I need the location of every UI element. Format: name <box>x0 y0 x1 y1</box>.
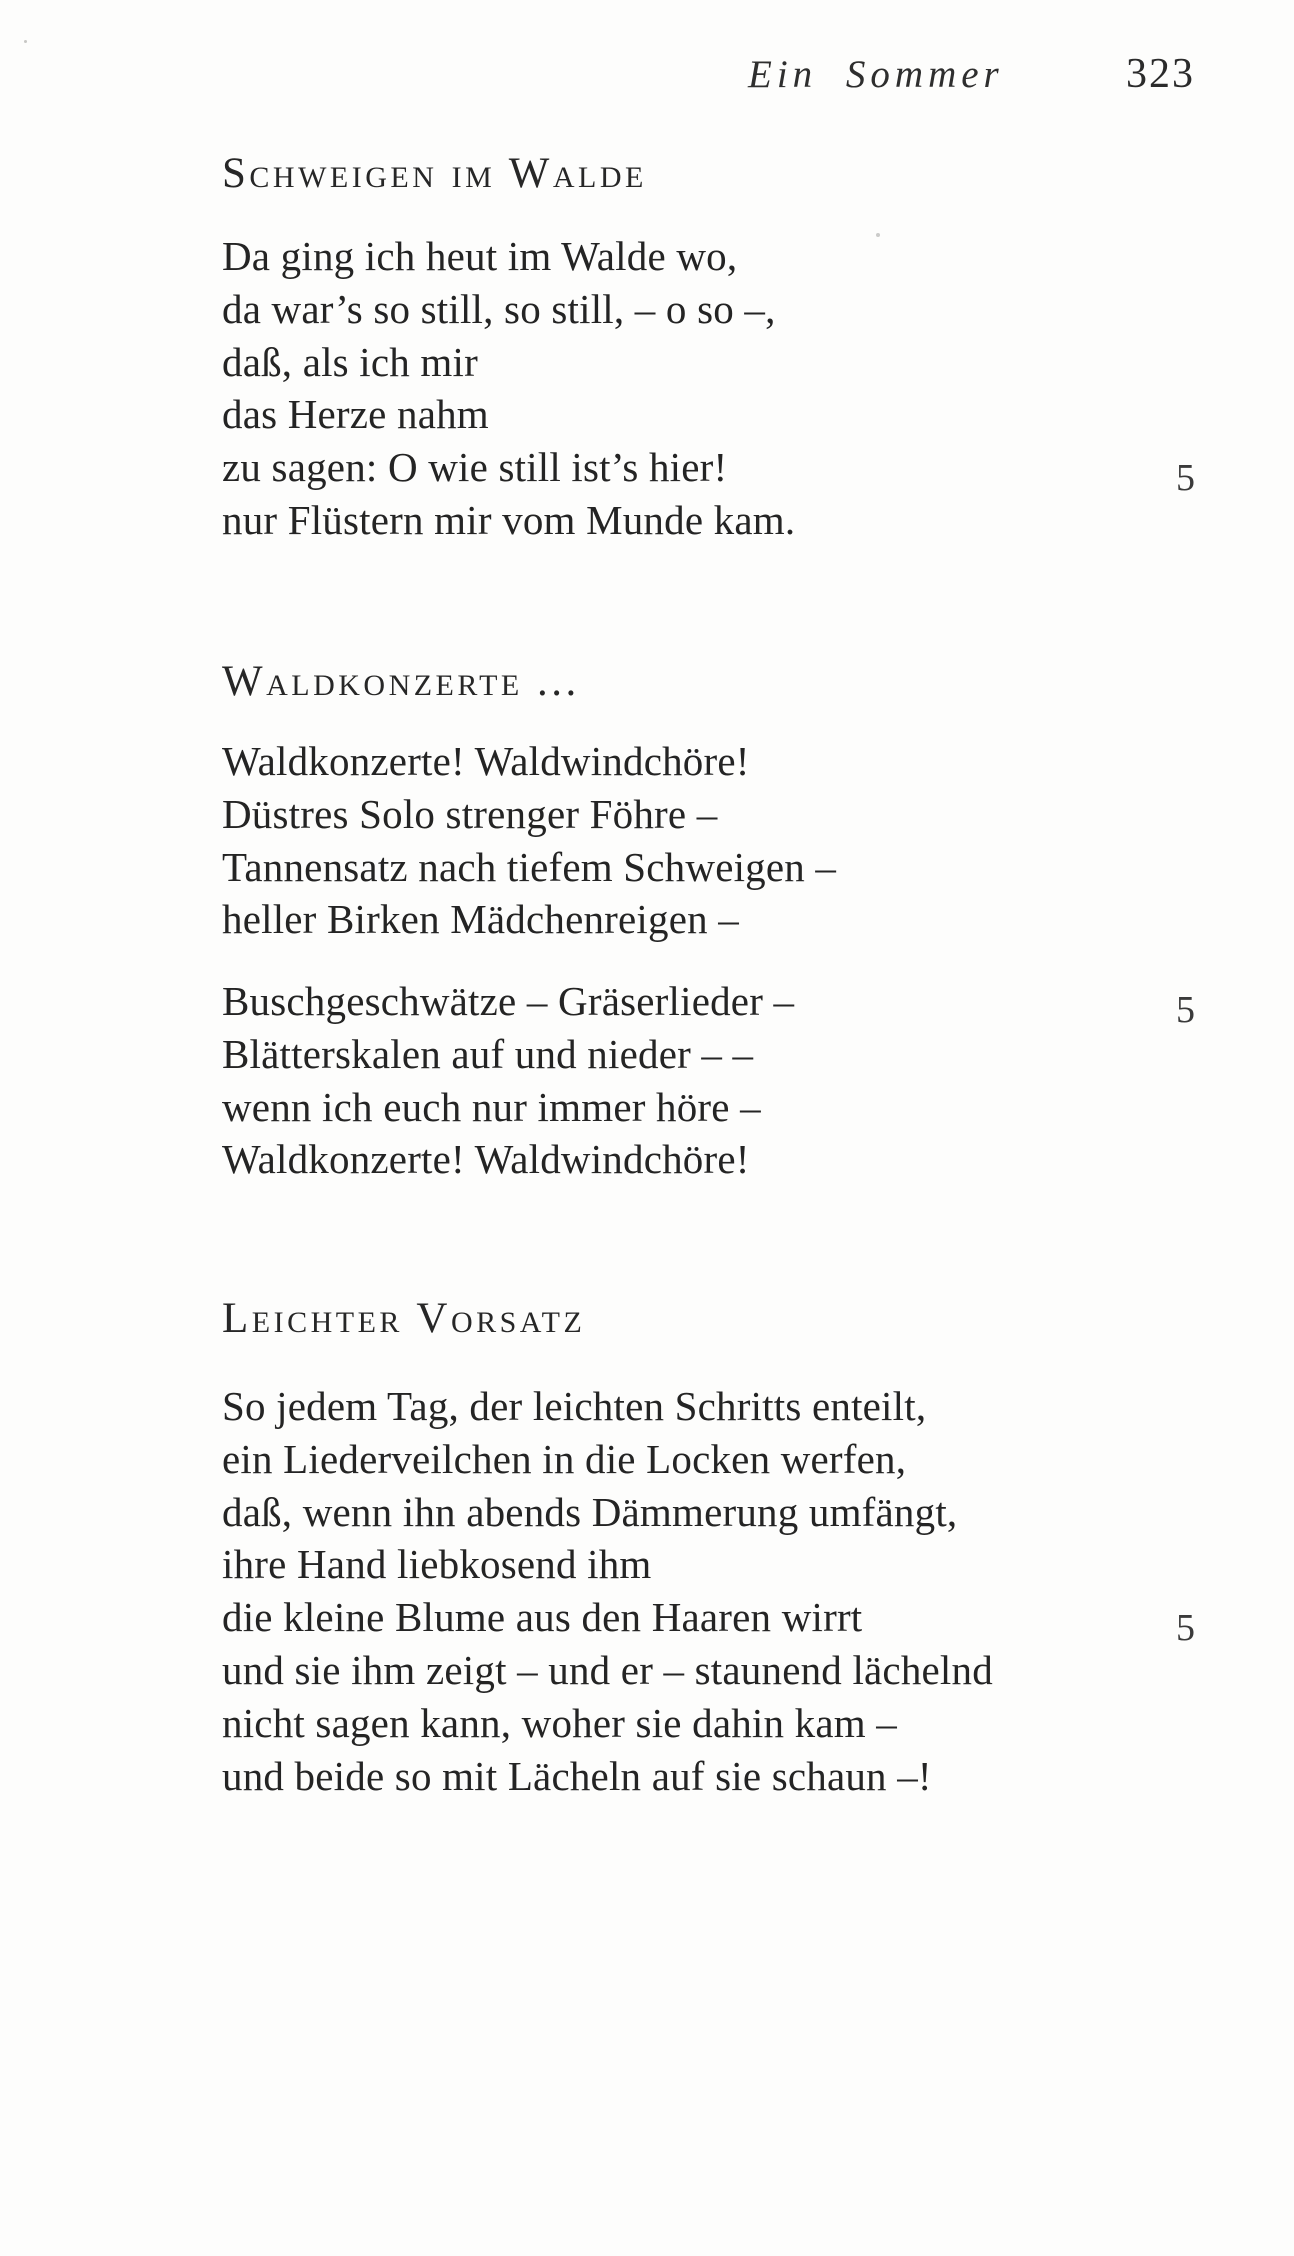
verse-line: nicht sagen kann, woher sie dahin kam – <box>222 1699 898 1746</box>
scan-speck <box>876 233 880 237</box>
verse-line: heller Birken Mädchenreigen – <box>222 896 739 943</box>
verse-line: So jedem Tag, der leichten Schritts enteilt, <box>222 1383 927 1429</box>
poem-title-leichter-vorsatz: Leichter Vorsatz <box>222 1295 586 1342</box>
verse-line: Blätterskalen auf und nieder – – <box>222 1030 754 1077</box>
page-number: 323 <box>1126 51 1195 97</box>
verse-line: die kleine Blume aus den Haaren wirrt <box>222 1594 863 1641</box>
verse-line: wenn ich euch nur immer höre – <box>222 1083 761 1130</box>
running-title: Ein Sommer <box>748 53 1004 96</box>
verse-line: Tannensatz nach tiefem Schweigen – <box>222 843 837 890</box>
verse-line: Da ging ich heut im Walde wo, <box>222 233 738 279</box>
verse-line: nur Flüstern mir vom Munde kam. <box>222 496 796 543</box>
verse-line: Waldkonzerte! Waldwindchöre! <box>222 738 750 784</box>
poem-2-stanza-1 <box>222 735 836 946</box>
poem-title-schweigen-im-walde: Schweigen im Walde <box>222 150 647 197</box>
verse-line: und sie ihm zeigt – und er – staunend lächelnd <box>222 1646 993 1693</box>
verse-line: zu sagen: O wie still ist’s hier! <box>222 444 728 491</box>
verse-line: und beide so mit Lächeln auf sie schaun –! <box>222 1752 932 1799</box>
verse-line: daß, als ich mir <box>222 338 478 385</box>
poem-2-stanza-2 <box>222 975 794 1186</box>
scan-speck <box>24 40 27 43</box>
line-number-marker: 5 <box>1176 989 1195 1031</box>
verse-line: ihre Hand liebkosend ihm <box>222 1541 652 1588</box>
poem-3-stanza-1 <box>222 1380 993 1802</box>
verse-line: ein Liederveilchen in die Locken werfen, <box>222 1435 907 1482</box>
line-number-marker: 5 <box>1176 457 1195 499</box>
verse-line: Düstres Solo strenger Föhre – <box>222 790 718 837</box>
verse-line: da war’s so still, so still, – o so –, <box>222 285 776 332</box>
verse-line: Waldkonzerte! Waldwindchöre! <box>222 1136 750 1183</box>
line-number-marker: 5 <box>1176 1607 1195 1649</box>
verse-line: daß, wenn ihn abends Dämmerung umfängt, <box>222 1488 958 1535</box>
verse-line: Buschgeschwätze – Gräserlieder – <box>222 978 795 1024</box>
poem-1-stanza-1 <box>222 230 795 547</box>
verse-line: das Herze nahm <box>222 391 489 438</box>
poem-title-waldkonzerte: Waldkonzerte ... <box>222 658 580 705</box>
